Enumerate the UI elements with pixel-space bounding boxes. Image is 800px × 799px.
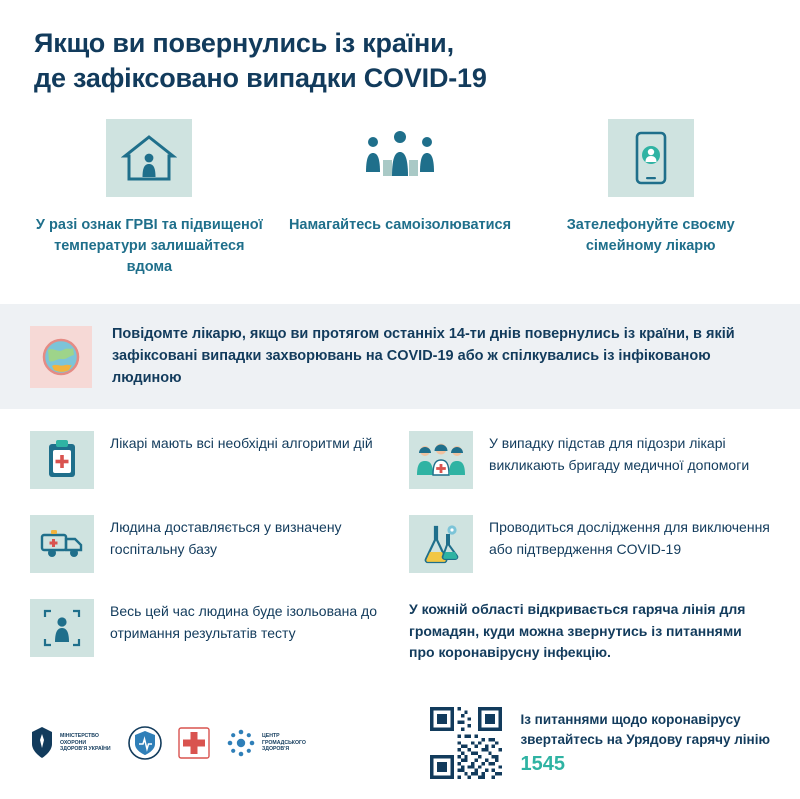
logo-center-public-health — [226, 728, 314, 758]
top-advice-text: У разі ознак ГРВІ та підвищеної температури залишайтеся вдома — [35, 217, 263, 276]
procedure-item-isolation — [30, 599, 391, 657]
procedure-item-text: Лікарі мають всі необхідні алгоритми дій — [110, 435, 373, 452]
house-person-icon — [106, 119, 192, 197]
hotline-line2: звертайтесь на Урядову гарячу лінію — [520, 732, 770, 747]
ambulance-icon — [30, 515, 94, 573]
page-header — [0, 0, 800, 113]
inform-doctor-text: Повідомте лікарю, якщо ви протягом останніх 14-ти днів повернулись із країни, в якій зафіксовані випадки захворювань на COVID-19 або ж спілкувались із інфікованою людиною — [112, 326, 735, 386]
top-advice-text: Зателефонуйте своєму сімейному лікарю — [566, 217, 735, 255]
public-health-shield-icon — [128, 726, 162, 760]
logo-red-cross — [178, 726, 210, 760]
ministry-emblem-icon — [30, 726, 54, 760]
phone-doctor-icon — [608, 119, 694, 197]
inform-doctor-banner — [0, 304, 800, 409]
hotline-text-block — [520, 710, 770, 775]
lab-flask-icon — [409, 515, 473, 573]
procedure-item-medical-team — [409, 431, 770, 489]
logo-ministry — [30, 726, 112, 760]
top-advice-item-call-doctor — [525, 119, 776, 278]
procedure-item-algorithms — [30, 431, 391, 489]
globe-icon — [30, 326, 92, 388]
footer-logos — [30, 726, 314, 760]
isolated-person-icon — [30, 599, 94, 657]
hotline-number: 1545 — [520, 752, 565, 775]
procedure-item-lab-research — [409, 515, 770, 573]
top-advice-row — [0, 113, 800, 304]
procedure-item-text: Людина доставляється у визначену госпітальну базу — [110, 519, 342, 557]
hotline-line1: Із питаннями щодо коронавірусу — [520, 712, 741, 728]
procedure-grid — [0, 409, 800, 669]
page-title-line1: Якщо ви повернулись із країни, — [34, 28, 454, 58]
footer-hotline-block — [430, 707, 770, 779]
center-sun-icon — [226, 728, 256, 758]
logo-center-caption: ЦЕНТР ГРОМАДСЬКОГО ЗДОРОВ'Я — [262, 733, 306, 753]
clipboard-medical-icon — [30, 431, 94, 489]
medical-team-icon — [409, 431, 473, 489]
top-advice-item-self-isolate — [275, 119, 526, 278]
procedure-item-hospital-transport — [30, 515, 391, 573]
procedure-item-text: У випадку підстав для підозри лікарі викликають бригаду медичної допомоги — [489, 435, 750, 473]
procedure-left-column — [30, 431, 391, 663]
logo-public-health — [128, 726, 162, 760]
procedure-right-column — [409, 431, 770, 663]
procedure-item-text: Весь цей час людина буде ізольована до отримання результатів тесту — [110, 603, 378, 641]
top-advice-item-stay-home — [24, 119, 275, 278]
page-footer — [0, 687, 800, 799]
page-title — [34, 26, 766, 95]
logo-ministry-caption: МІНІСТЕРСТВО ОХОРОНИ ЗДОРОВ'Я УКРАЇНИ — [60, 733, 111, 753]
qr-code-icon[interactable] — [430, 707, 502, 779]
social-distance-icon — [357, 119, 443, 197]
page-title-line2: де зафіксовано випадки COVID-19 — [34, 62, 487, 93]
procedure-item-text: Проводиться дослідження для виключення або підтвердження COVID-19 — [489, 519, 770, 557]
top-advice-text: Намагайтесь самоізолюватися — [288, 217, 512, 234]
red-cross-icon — [178, 726, 210, 760]
procedure-item-text: У кожній області відкривається гаряча лінія для громадян, куди можна звернутись із питаннями про коронавірусну інфекцію. — [409, 601, 746, 660]
procedure-item-hotline-regions — [409, 599, 770, 663]
